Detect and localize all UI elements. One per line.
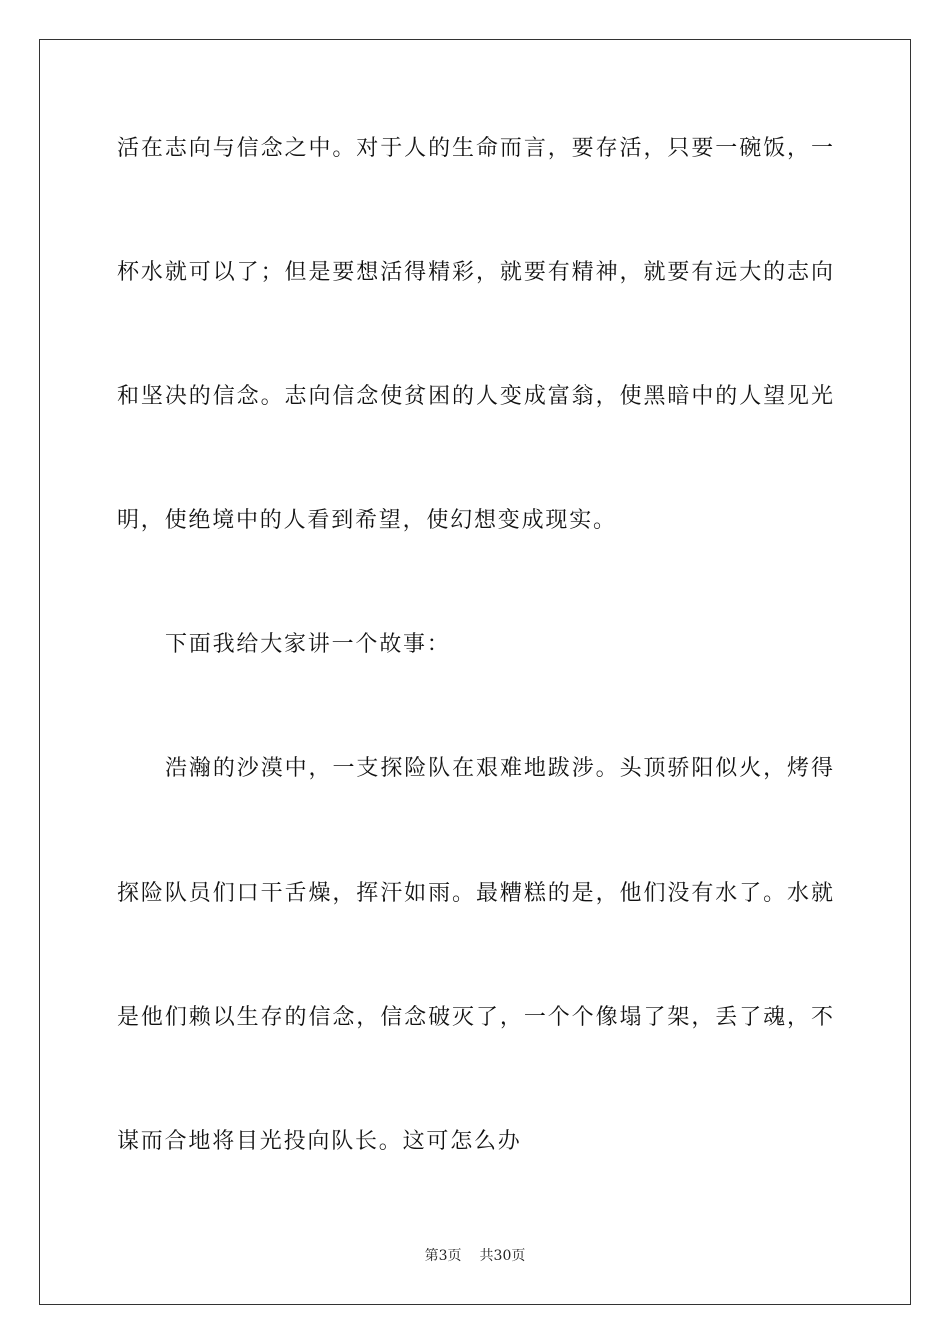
paragraph-line: 和坚决的信念。志向信念使贫困的人变成富翁，使黑暗中的人望见光 (117, 384, 833, 409)
page-number: 第3页 (424, 1248, 462, 1264)
paragraph-line: 杯水就可以了；但是要想活得精彩，就要有精神，就要有远大的志向 (117, 260, 833, 285)
page-total: 共30页 (479, 1248, 526, 1264)
page-footer (0, 1246, 950, 1266)
paragraph-line: 探险队员们口干舌燥，挥汗如雨。最糟糕的是，他们没有水了。水就 (117, 881, 833, 906)
paragraph-line: 明，使绝境中的人看到希望，使幻想变成现实。 (117, 508, 617, 533)
page-frame (39, 39, 911, 1305)
paragraph-line: 是他们赖以生存的信念，信念破灭了，一个个像塌了架，丢了魂，不 (117, 1005, 833, 1030)
paragraph-line: 浩瀚的沙漠中，一支探险队在艰难地跋涉。头顶骄阳似火，烤得 (165, 756, 833, 781)
paragraph-line: 谋而合地将目光投向队长。这可怎么办 (117, 1129, 522, 1154)
paragraph-line: 下面我给大家讲一个故事： (165, 632, 451, 657)
paragraph-line: 活在志向与信念之中。对于人的生命而言，要存活，只要一碗饭，一 (117, 136, 833, 161)
